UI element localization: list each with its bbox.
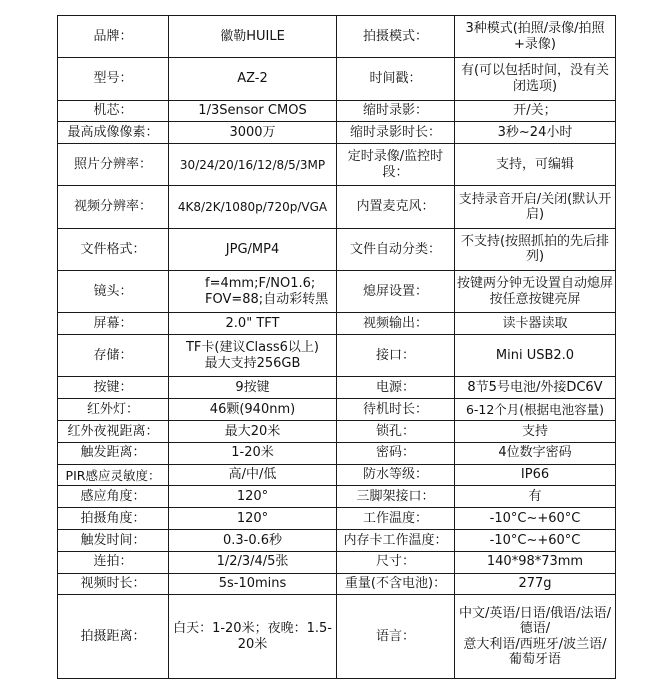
spec-value: 开/关； [455,100,616,122]
spec-label: 尺寸： [337,551,455,573]
spec-label: 重量(不含电池)： [337,573,455,595]
table-row [58,421,616,443]
spec-label: 视频分辨率： [58,186,169,228]
table-row [58,122,616,144]
table-row [58,464,616,486]
spec-value: -10°C~+60°C [455,508,616,530]
spec-value [169,335,337,377]
spec-label: 机芯： [58,100,169,122]
spec-value-line: 中文/英语/日语/俄语/法语/德语/ [459,605,611,637]
table-row [58,530,616,552]
spec-label: 照片分辨率： [58,144,169,186]
spec-value: IP66 [455,464,616,486]
table-row [58,442,616,464]
spec-value: 1/2/3/4/5张 [169,551,337,573]
spec-value: 1/3Sensor CMOS [169,100,337,122]
table-row [58,16,616,58]
spec-value: 8节5号电池/外接DC6V [455,377,616,399]
spec-label: 触发时间： [58,530,169,552]
spec-value: 支持录音开启/关闭(默认开启) [455,186,616,228]
spec-label: 红外灯： [58,399,169,421]
spec-value: 支持 [455,421,616,443]
spec-label: 存储： [58,335,169,377]
spec-value-line: 意大利语/西班牙/波兰语/葡萄牙语 [463,636,607,668]
spec-label: 内存卡工作温度： [337,530,455,552]
spec-label: 拍摄距离： [58,595,169,679]
table-row [58,508,616,530]
table-row [58,551,616,573]
spec-label: 视频输出： [337,313,455,335]
spec-value-line: FOV=88;自动彩转黑 [205,291,329,307]
spec-value: 高/中/低 [169,464,337,486]
spec-value [455,271,616,313]
spec-label: 文件自动分类： [337,228,455,270]
spec-label: 密码： [337,442,455,464]
table-row [58,573,616,595]
spec-label: 工作温度： [337,508,455,530]
spec-value: 最大20米 [169,421,337,443]
spec-value: 读卡器读取 [455,313,616,335]
spec-value: 3种模式(拍照/录像/拍照+录像) [455,16,616,58]
table-row [58,186,616,228]
spec-label: 拍摄角度： [58,508,169,530]
spec-value: 5s-10mins [169,573,337,595]
spec-label: 按键： [58,377,169,399]
spec-label: 镜头： [58,271,169,313]
spec-value: 6-12个月(根据电池容量) [455,399,616,421]
table-row [58,144,616,186]
spec-value: 277g [455,573,616,595]
spec-label: 缩时录影时长： [337,122,455,144]
spec-value-line: 按任意按键亮屏 [489,291,581,307]
spec-value: 30/24/20/16/12/8/5/3MP [169,144,337,186]
spec-label: 三脚架接口： [337,486,455,508]
spec-value: 徽勒HUILE [169,16,337,58]
spec-value: 有 [455,486,616,508]
spec-label: 待机时长： [337,399,455,421]
spec-value: 3秒~24小时 [455,122,616,144]
spec-label: 接口： [337,335,455,377]
table-row [58,335,616,377]
table-row [58,595,616,679]
spec-value: 不支持(按照抓拍的先后排列) [455,228,616,270]
spec-label: 型号： [58,58,169,100]
spec-label: 定时录像/监控时段： [337,144,455,186]
spec-value: 140*98*73mm [455,551,616,573]
spec-label: 文件格式： [58,228,169,270]
spec-label: 拍摄模式： [337,16,455,58]
spec-value: Mini USB2.0 [455,335,616,377]
spec-value: 3000万 [169,122,337,144]
spec-value: 0.3-0.6秒 [169,530,337,552]
spec-value: 有(可以包括时间，没有关闭选项) [455,58,616,100]
spec-value: AZ-2 [169,58,337,100]
table-row [58,313,616,335]
spec-label: 内置麦克风： [337,186,455,228]
spec-value: 9按键 [169,377,337,399]
spec-value: 120° [169,486,337,508]
spec-label: 感应角度： [58,486,169,508]
spec-label: 最高成像像素： [58,122,169,144]
spec-value-line: f=4mm;F/NO1.6; [205,276,316,292]
spec-value: 支持，可编辑 [455,144,616,186]
table-row [58,486,616,508]
table-row [58,100,616,122]
spec-label: 视频时长： [58,573,169,595]
spec-label: 电源： [337,377,455,399]
spec-value: 4位数字密码 [455,442,616,464]
spec-value-line: 按键两分钟无设置自动熄屏 [457,276,614,292]
spec-value: 4K8/2K/1080p/720p/VGA [169,186,337,228]
spec-value: 120° [169,508,337,530]
spec-value: JPG/MP4 [169,228,337,270]
table-row [58,228,616,270]
spec-value: 1-20米 [169,442,337,464]
spec-value-line: 最大支持256GB [204,355,301,371]
spec-value-line: TF卡(建议Class6以上) [185,340,320,356]
spec-table [57,15,616,679]
spec-value: 2.0" TFT [169,313,337,335]
spec-label: 防水等级： [337,464,455,486]
spec-label: 时间戳： [337,58,455,100]
spec-label: 熄屏设置： [337,271,455,313]
spec-label: 缩时录影： [337,100,455,122]
spec-value [169,271,337,313]
table-row [58,377,616,399]
spec-label: PIR感应灵敏度： [58,464,169,486]
spec-value: 46颗(940nm) [169,399,337,421]
spec-label: 触发距离： [58,442,169,464]
spec-label: 品牌： [58,16,169,58]
table-row [58,58,616,100]
spec-value [455,595,616,679]
spec-label: 连拍： [58,551,169,573]
table-row [58,399,616,421]
spec-label: 语言： [337,595,455,679]
spec-value: 白天：1-20米；夜晚：1.5-20米 [169,595,337,679]
spec-label: 锁孔： [337,421,455,443]
spec-label: 红外夜视距离： [58,421,169,443]
spec-value: -10°C~+60°C [455,530,616,552]
spec-label: 屏幕： [58,313,169,335]
table-row [58,271,616,313]
